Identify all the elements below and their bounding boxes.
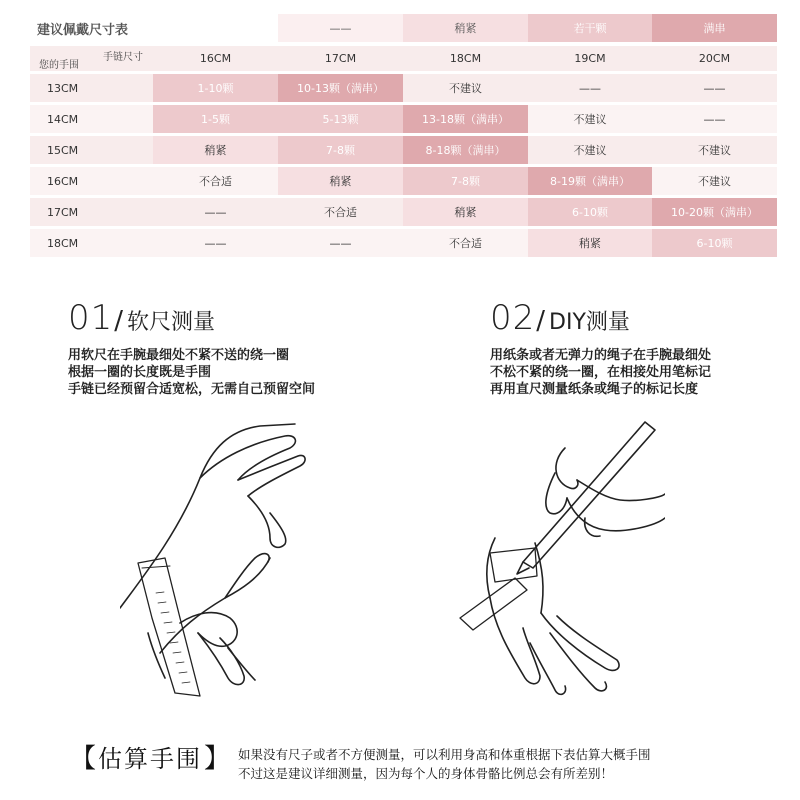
estimate-description <box>238 745 651 783</box>
table-cell: 稍紧 <box>278 167 403 195</box>
method2-title <box>490 298 630 338</box>
table-cell: 6-10颗 <box>528 198 652 226</box>
table-cell: 13-18颗（满串） <box>403 105 528 133</box>
method2-slash: / <box>536 306 546 336</box>
table-cell: 6-10颗 <box>652 229 777 257</box>
row-label: 15CM <box>30 136 153 164</box>
estimate-heading <box>70 738 230 775</box>
method2-number: 02 <box>490 298 536 338</box>
level-header-tight: 稍紧 <box>403 14 528 42</box>
method2-description <box>490 347 711 398</box>
table-cell: 8-19颗（满串） <box>528 167 652 195</box>
table-cell: —— <box>278 229 403 257</box>
table-cell: 不建议 <box>403 74 528 102</box>
table-cell: 不建议 <box>652 167 777 195</box>
table-cell: 10-13颗（满串） <box>278 74 403 102</box>
method1-slash: / <box>114 306 124 336</box>
method1-line: 手链已经预留合适宽松，无需自己预留空间 <box>68 382 316 397</box>
method1-number: 01 <box>68 298 114 338</box>
method2-line: 用纸条或者无弹力的绳子在手腕最细处 <box>490 348 712 363</box>
row-label: 14CM <box>30 105 153 133</box>
table-cell: 7-8颗 <box>278 136 403 164</box>
level-header-full: 满串 <box>652 14 777 42</box>
method1-description <box>68 347 315 398</box>
method1-line: 用软尺在手腕最细处不紧不送的绕一圈 <box>68 348 290 363</box>
column-header: 18CM <box>403 46 528 71</box>
row-label: 16CM <box>30 167 153 195</box>
estimate-bracket-open: 【 <box>70 744 97 774</box>
table-cell: 稍紧 <box>403 198 528 226</box>
table-cell: 不建议 <box>528 105 652 133</box>
table-cell: 不合适 <box>403 229 528 257</box>
estimate-title: 估算手围 <box>98 745 203 773</box>
table-cell: 稍紧 <box>153 136 278 164</box>
method2-line: 不松不紧的绕一圈，在相接处用笔标记 <box>490 365 712 380</box>
method1-title <box>68 298 215 338</box>
method2-line: 再用直尺测量纸条或绳子的标记长度 <box>490 382 699 397</box>
estimate-line: 不过这是建议详细测量，因为每个人的身体骨骼比例总会有所差别！ <box>238 766 614 781</box>
size-table <box>30 14 777 257</box>
table-cell: —— <box>652 105 777 133</box>
table-cell: 不合适 <box>278 198 403 226</box>
table-cell: —— <box>652 74 777 102</box>
row-label: 17CM <box>30 198 153 226</box>
table-cell: 10-20颗（满串） <box>652 198 777 226</box>
method1-label: 软尺测量 <box>127 310 216 335</box>
table-cell: 不建议 <box>528 136 652 164</box>
estimate-bracket-close: 】 <box>204 744 231 774</box>
row-label: 13CM <box>30 74 153 102</box>
tape-measure-hand-illustration <box>120 418 320 703</box>
method2-label: DIY测量 <box>549 310 630 335</box>
column-header: 17CM <box>278 46 403 71</box>
table-cell: 1-10颗 <box>153 74 278 102</box>
corner-wrist-size: 您的手围 <box>39 60 79 71</box>
column-header: 16CM <box>153 46 278 71</box>
level-header-none: —— <box>278 14 403 42</box>
row-label: 18CM <box>30 229 153 257</box>
table-cell: 1-5颗 <box>153 105 278 133</box>
table-cell: —— <box>528 74 652 102</box>
table-cell: —— <box>153 229 278 257</box>
table-cell: 5-13颗 <box>278 105 403 133</box>
table-cell: 不建议 <box>652 136 777 164</box>
level-header-some: 若干颗 <box>528 14 652 42</box>
estimate-line: 如果没有尺子或者不方便测量，可以利用身高和体重根据下表估算大概手围 <box>238 747 651 762</box>
table-cell: 8-18颗（满串） <box>403 136 528 164</box>
table-cell: 稍紧 <box>528 229 652 257</box>
table-title: 建议佩戴尺寸表 <box>37 22 129 38</box>
method1-line: 根据一圈的长度既是手围 <box>68 365 212 380</box>
table-cell: 7-8颗 <box>403 167 528 195</box>
column-header: 20CM <box>652 46 777 71</box>
paper-strip-pen-illustration <box>455 418 665 703</box>
table-cell: —— <box>153 198 278 226</box>
column-header: 19CM <box>528 46 652 71</box>
table-corner <box>30 46 153 71</box>
corner-bracelet-size: 手链尺寸 <box>103 52 143 63</box>
table-cell: 不合适 <box>153 167 278 195</box>
